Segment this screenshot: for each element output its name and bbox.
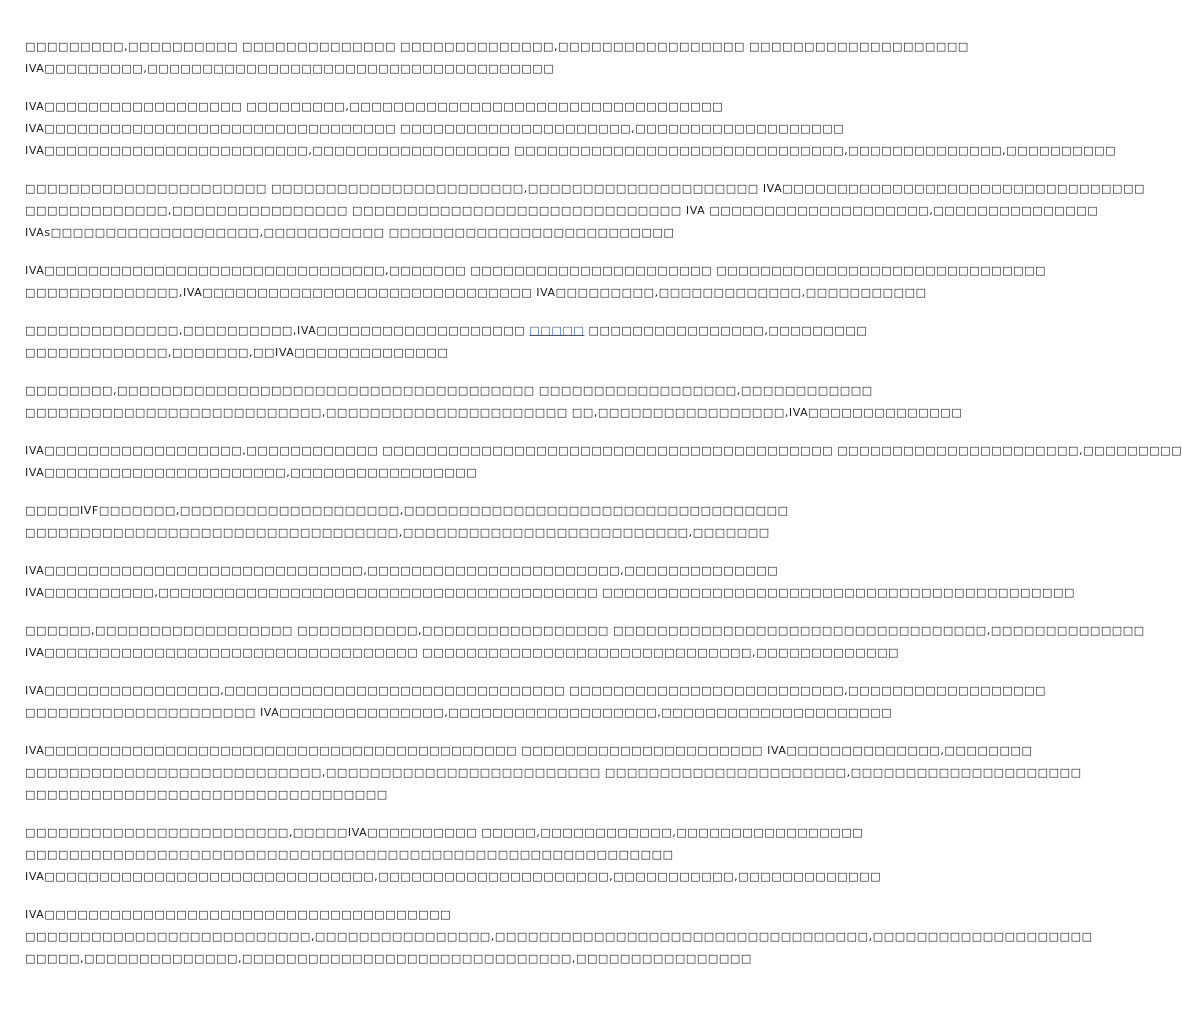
document-body — [25, 36, 1182, 986]
text-line: IVA□□□□□□□□□□□□□□□□□□□□□□,□□□□□□□□□□□□□□□□□ — [25, 466, 478, 479]
text-line: □□□□□□□□□□□□□□□□□□□□□□□□□□□□□□□□□□□□□□□□□□□□□□□□□□□□□□□□□□□ — [25, 848, 674, 861]
paragraph — [25, 96, 1117, 162]
text-line: IVA□□□□□□□□□□□□□□□□□□□□□□□□□□□□□□□□□□□□□ — [25, 908, 452, 921]
text-line: □□□□□□□□□□□□□□□□□□□□□□□□□□□□□□□□□ — [25, 788, 388, 801]
paragraph — [25, 380, 963, 424]
text-line: □□□□□□□□□□□□□□□□□□□□□□ □□□□□□□□□□□□□□□□□□□□□□□,□□□□□□□□□□□□□□□□□□□□□ IVA□□□□□□□□□□□□□□□□□□□□□□□□□□□□□□□□□ — [25, 182, 1145, 195]
text-line: IVAs□□□□□□□□□□□□□□□□□□□,□□□□□□□□□□□ □□□□□□□□□□□□□□□□□□□□□□□□□□ — [25, 226, 675, 239]
paragraph — [25, 822, 882, 888]
text-line: □□□□□□□□□□□□□□□□□□□□□□□□□□□,□□□□□□□□□□□□□□□□□□□□□□ □□,□□□□□□□□□□□□□□□□□,IVA□□□□□□□□□□□□□□ — [25, 406, 963, 419]
text-line: □□□□□□□□□□□□□,□□□□□□□□□□□□□□□□ □□□□□□□□□□□□□□□□□□□□□□□□□□□□□□ IVA □□□□□□□□□□□□□□□□□□□□,□□□□□□□□□□□□□□□ — [25, 204, 1099, 217]
text-line: □□□□□□□□,□□□□□□□□□□□□□□□□□□□□□□□□□□□□□□□□□□□□□□ □□□□□□□□□□□□□□□□□□,□□□□□□□□□□□□ — [25, 384, 873, 397]
paragraph — [25, 178, 1145, 244]
text-line: □□□□□□□□□□□□□□□□□□□□□□□□□□,□□□□□□□□□□□□□□□□,□□□□□□□□□□□□□□□□□□□□□□□□□□□□□□□□□□,□□□□□□□□□□□□□□□□□□□□ — [25, 930, 1093, 943]
text-line: □□□□□□□□□□□□□□□□□□□□□□□□□□□□□□□□□□,□□□□□□□□□□□□□□□□□□□□□□□□□□,□□□□□□□ — [25, 526, 770, 539]
paragraph — [25, 740, 1082, 806]
text-line: IVA□□□□□□□□□□□□□□□□□□□□□□□□□□□□□,□□□□□□□□□□□□□□□□□□□□□□□,□□□□□□□□□□□□□□ — [25, 564, 779, 577]
paragraph — [25, 904, 1093, 970]
text-line: □□□□□,□□□□□□□□□□□□□□,□□□□□□□□□□□□□□□□□□□□□□□□□□□□□□,□□□□□□□□□□□□□□□□ — [25, 952, 752, 965]
text-line: IVA□□□□□□□□□□□□□□□□□□□□□□□□,□□□□□□□□□□□□□□□□□□ □□□□□□□□□□□□□□□□□□□□□□□□□□□□□□,□□□□□□□□□□□□□□,□□□□□□□□□□ — [25, 144, 1117, 157]
text-line: IVA□□□□□□□□□□□□□□□□□□,□□□□□□□□□□□□ □□□□□□□□□□□□□□□□□□□□□□□□□□□□□□□□□□□□□□□□□ □□□□□□□□□□□□□□□□□□□□□□,□□□□□□□□□ — [25, 444, 1182, 457]
paragraph — [25, 680, 1047, 724]
text-line: □□□□□□□□□□□□□□□□□□□□□□□□,□□□□□IVA□□□□□□□□□□ □□□□□,□□□□□□□□□□□□,□□□□□□□□□□□□□□□□□ — [25, 826, 864, 839]
text-line: IVA□□□□□□□□□□□□□□□□□□□□□□□□□□□□□□□□□□□□□□□□□□□ □□□□□□□□□□□□□□□□□□□□□□ IVA□□□□□□□□□□□□□□,□□□□□□□□ — [25, 744, 1033, 757]
paragraph — [25, 560, 1075, 604]
text-line: □□□□□□□□□□□□□□,IVA□□□□□□□□□□□□□□□□□□□□□□□□□□□□□□ IVA□□□□□□□□□,□□□□□□□□□□□□□,□□□□□□□□□□□ — [25, 286, 927, 299]
text-line: □□□□□□,□□□□□□□□□□□□□□□□□□ □□□□□□□□□□□,□□□□□□□□□□□□□□□□□ □□□□□□□□□□□□□□□□□□□□□□□□□□□□□□□□□□,□□□□□□□□□□□□□□ — [25, 624, 1145, 637]
text-line: □□□□□□□□□□□□□□□□□□□□□□□□□□□,□□□□□□□□□□□□□□□□□□□□□□□□□ □□□□□□□□□□□□□□□□□□□□□□,□□□□□□□□□□□□□□□□□□□□□ — [25, 766, 1082, 779]
text-line: IVA□□□□□□□□□□□□□□□□,□□□□□□□□□□□□□□□□□□□□□□□□□□□□□□□ □□□□□□□□□□□□□□□□□□□□□□□□□,□□□□□□□□□□□□□□□□□□ — [25, 684, 1047, 697]
paragraph — [25, 620, 1145, 664]
text-line: IVA□□□□□□□□□□□□□□□□□□□□□□□□□□□□□□□,□□□□□□□ □□□□□□□□□□□□□□□□□□□□□□ □□□□□□□□□□□□□□□□□□□□□□□□□□□□□□ — [25, 264, 1047, 277]
text-line: □□□□□IVF□□□□□□□,□□□□□□□□□□□□□□□□□□□□,□□□□□□□□□□□□□□□□□□□□□□□□□□□□□□□□□□□ — [25, 504, 789, 517]
text-line: □□□□□□□□□□□□□□,□□□□□□□□□□,IVA□□□□□□□□□□□□□□□□□□□ □□□□□ □□□□□□□□□□□□□□□□,□□□□□□□□□ — [25, 324, 868, 337]
text-line: IVA□□□□□□□□□,□□□□□□□□□□□□□□□□□□□□□□□□□□□□□□□□□□□□□ — [25, 62, 555, 75]
paragraph — [25, 260, 1047, 304]
inline-link[interactable]: □□□□□ — [529, 324, 585, 337]
paragraph — [25, 500, 789, 544]
text-line: □□□□□□□□□,□□□□□□□□□□ □□□□□□□□□□□□□□ □□□□□□□□□□□□□□,□□□□□□□□□□□□□□□□□ □□□□□□□□□□□□□□□□□□□□ — [25, 40, 969, 53]
text-line: IVA□□□□□□□□□□□□□□□□□□□□□□□□□□□□□□,□□□□□□□□□□□□□□□□□□□□□,□□□□□□□□□□□,□□□□□□□□□□□□□ — [25, 870, 882, 883]
text-line: □□□□□□□□□□□□□□□□□□□□□ IVA□□□□□□□□□□□□□□□,□□□□□□□□□□□□□□□□□□□,□□□□□□□□□□□□□□□□□□□□□ — [25, 706, 893, 719]
paragraph — [25, 440, 1182, 484]
paragraph — [25, 320, 868, 364]
text-line: IVA□□□□□□□□□□□□□□□□□□□□□□□□□□□□□□□□ □□□□□□□□□□□□□□□□□□□□□,□□□□□□□□□□□□□□□□□□□ — [25, 122, 845, 135]
text-line: IVA□□□□□□□□□□□□□□□□□□ □□□□□□□□□,□□□□□□□□□□□□□□□□□□□□□□□□□□□□□□□□□□ — [25, 100, 724, 113]
text-line: □□□□□□□□□□□□□,□□□□□□□,□□IVA□□□□□□□□□□□□□□ — [25, 346, 449, 359]
text-line: IVA□□□□□□□□□□□□□□□□□□□□□□□□□□□□□□□□□□ □□□□□□□□□□□□□□□□□□□□□□□□□□□□□□,□□□□□□□□□□□□□ — [25, 646, 900, 659]
text-line: IVA□□□□□□□□□□,□□□□□□□□□□□□□□□□□□□□□□□□□□□□□□□□□□□□□□□□ □□□□□□□□□□□□□□□□□□□□□□□□□□□□□□□□□□□□□□□□□□□ — [25, 586, 1075, 599]
paragraph — [25, 36, 969, 80]
